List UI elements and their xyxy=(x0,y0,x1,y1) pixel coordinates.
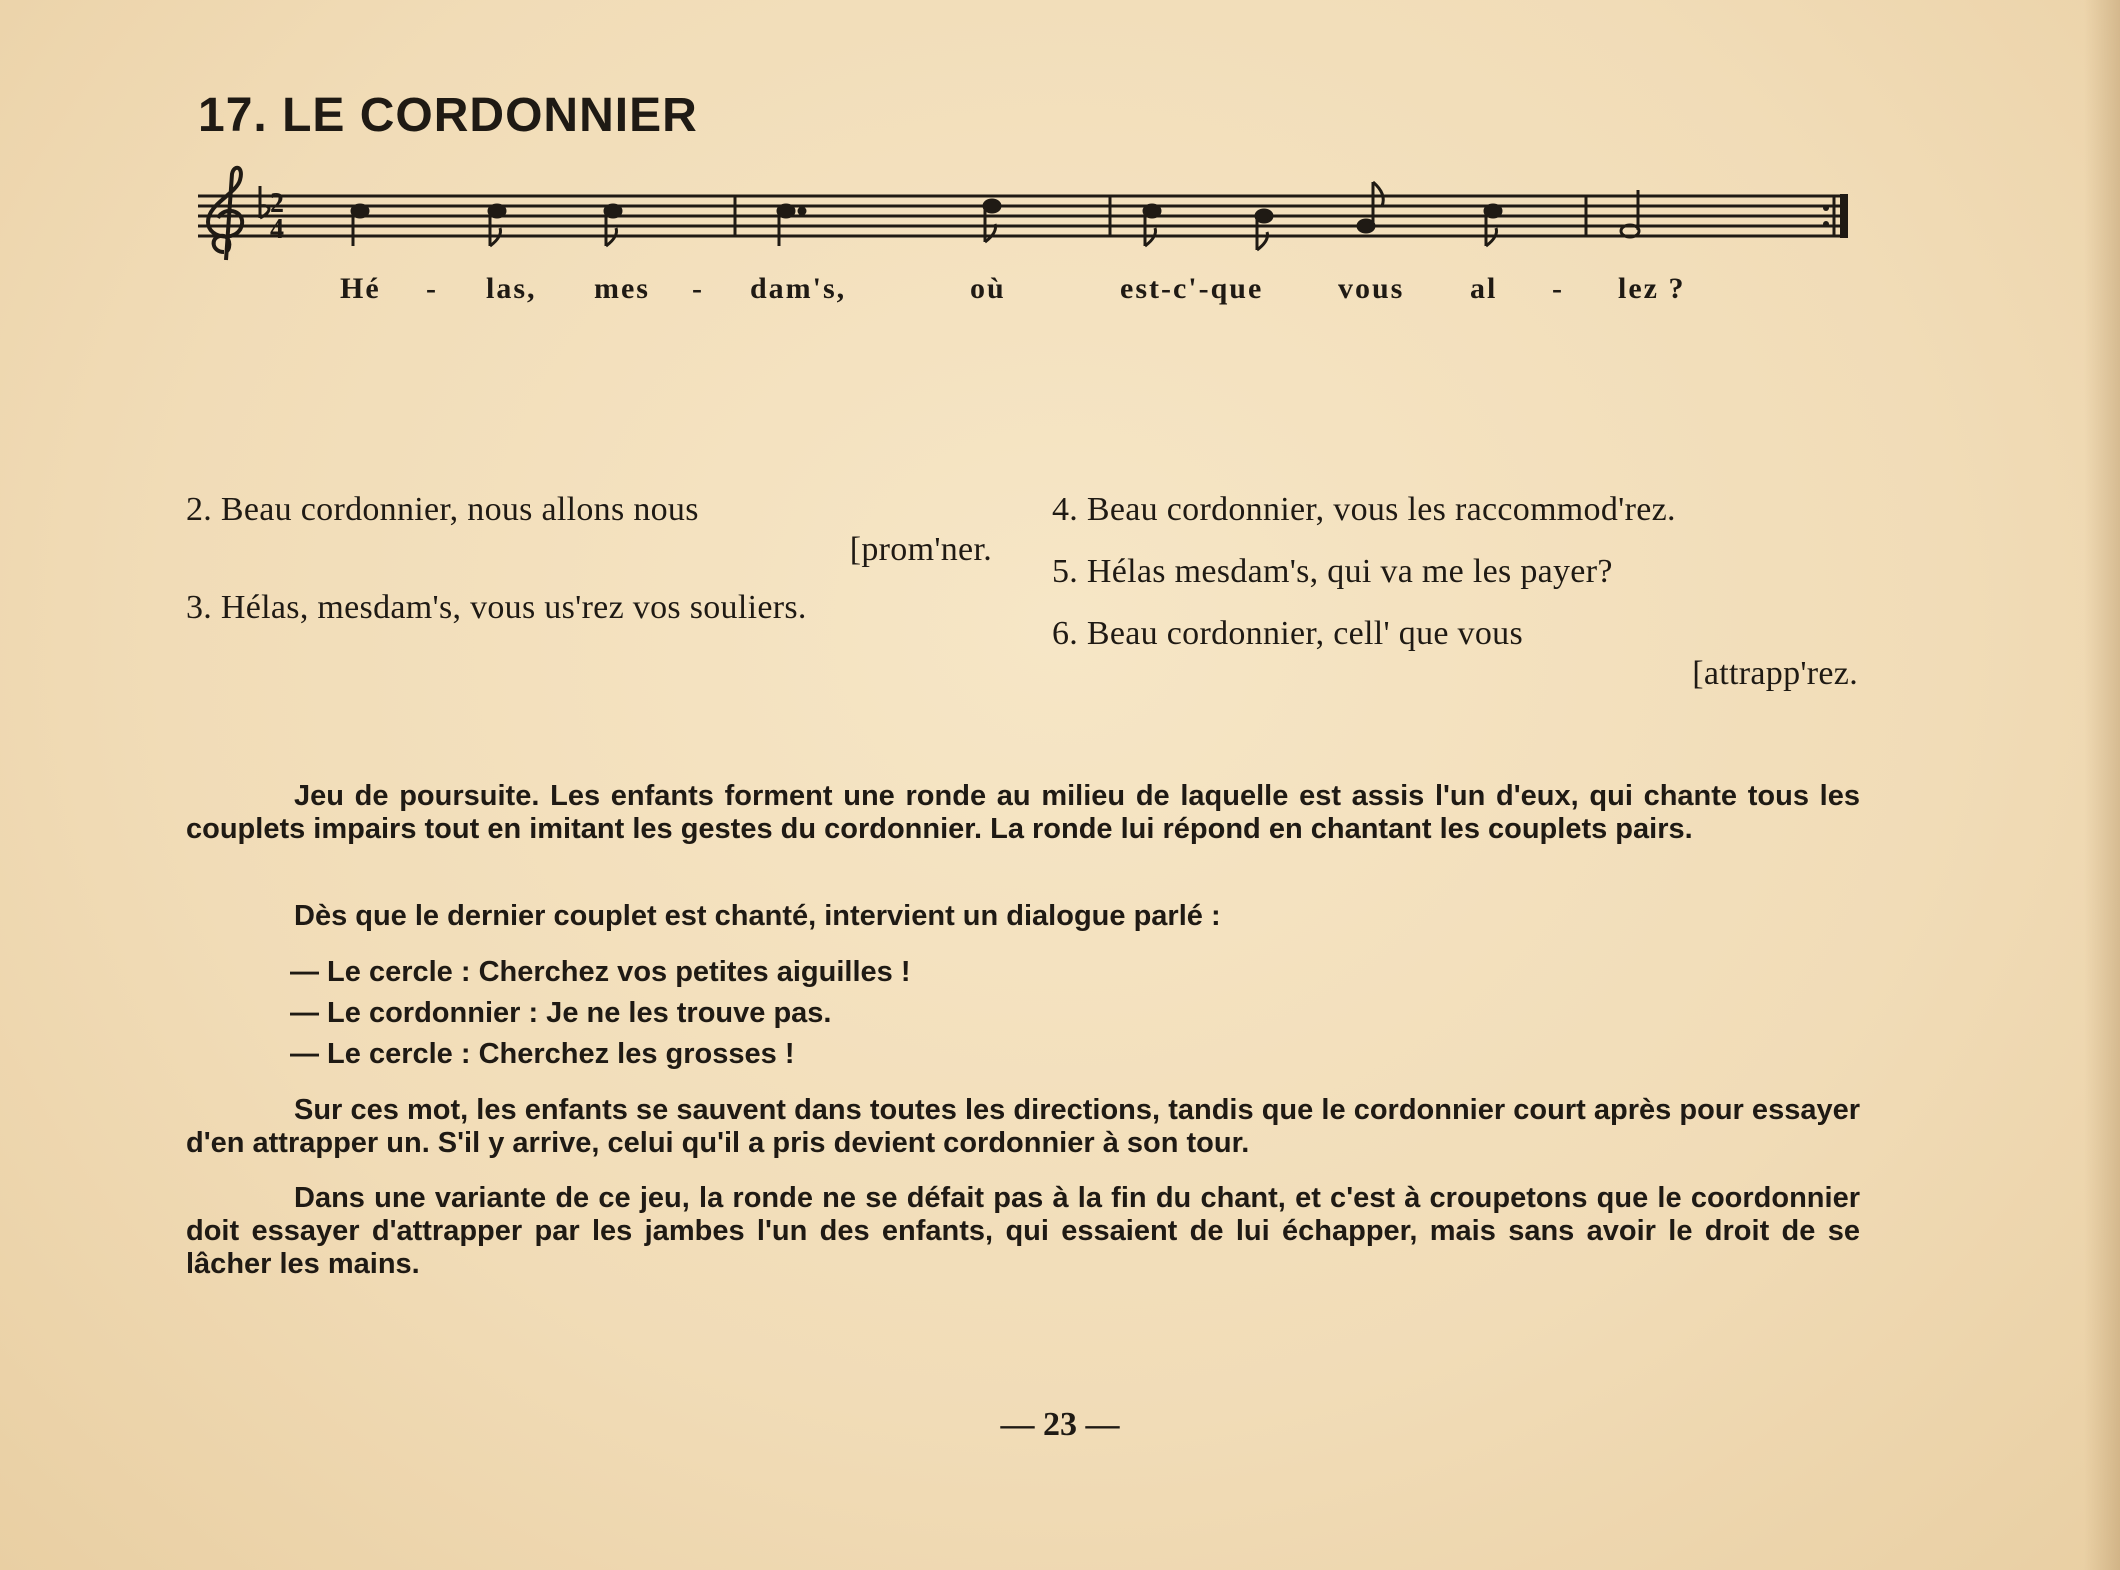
lyric-syllable: lez ? xyxy=(1618,272,1686,305)
lyric-syllable: vous xyxy=(1338,272,1405,305)
lyric-syllable: est-c'-que xyxy=(1120,272,1264,305)
lyric-syllable: dam's, xyxy=(750,272,847,305)
verse-line: 4. Beau cordonnier, vous les raccommod'rez. xyxy=(1052,491,1676,528)
paragraph-dialogue-intro: Dès que le dernier couplet est chanté, intervient un dialogue parlé : xyxy=(294,900,1221,932)
verse-line: 2. Beau cordonnier, nous allons nous xyxy=(186,491,699,528)
page-title: 17. LE CORDONNIER xyxy=(198,89,698,142)
verse-line: 6. Beau cordonnier, cell' que vous xyxy=(1052,615,1523,652)
verse-line: 3. Hélas, mesdam's, vous us'rez vos souliers. xyxy=(186,589,807,626)
time-signature: 2 xyxy=(270,188,284,219)
lyric-syllable: mes xyxy=(594,272,650,305)
lyric-syllable: - xyxy=(426,272,438,305)
lyric-syllable: Hé xyxy=(340,272,381,305)
dialogue-line: — Le cercle : Cherchez vos petites aiguilles ! xyxy=(290,956,911,988)
page-edge-shadow xyxy=(2084,0,2120,1570)
music-staff xyxy=(190,160,1870,270)
lyrics-line xyxy=(0,272,2120,322)
verse-2 xyxy=(186,490,992,570)
lyric-syllable: - xyxy=(692,272,704,305)
page-number: — 23 — xyxy=(1000,1406,1120,1443)
verse-6 xyxy=(1052,614,1858,694)
paragraph-game-description: Jeu de poursuite. Les enfants forment une ronde au milieu de laquelle est assis l'un d'eux, qui chante tous les couplets impairs tout en imitant les gestes du cordonnier. La ronde lui répond en chantant les couplets pairs. xyxy=(186,780,1860,845)
verse-4 xyxy=(1052,490,1858,530)
lyric-syllable: al xyxy=(1470,272,1498,305)
treble-clef-icon xyxy=(208,168,242,260)
dialogue-list xyxy=(290,956,911,1079)
verse-line-continuation: [attrapp'rez. xyxy=(1692,655,1858,692)
lyric-syllable: où xyxy=(970,272,1006,305)
verse-line-continuation: [prom'ner. xyxy=(849,531,992,568)
verse-3 xyxy=(186,588,1006,628)
dialogue-line: — Le cercle : Cherchez les grosses ! xyxy=(290,1038,795,1070)
dialogue-line: — Le cordonnier : Je ne les trouve pas. xyxy=(290,997,832,1029)
svg-text:4: 4 xyxy=(270,214,284,245)
paragraph-variant: Dans une variante de ce jeu, la ronde ne se défait pas à la fin du chant, et c'est à croupetons que le coordonnier doit essayer d'attrapper par les jambes l'un des enfants, qui essaient de lui échapper, mais sans avoir le droit de se lâcher les mains. xyxy=(186,1182,1860,1280)
paragraph-chase: Sur ces mot, les enfants se sauvent dans toutes les directions, tandis que le cordonnier court après pour essayer d'en attrapper un. S'il y arrive, celui qu'il a pris devient cordonnier à son tour. xyxy=(186,1094,1860,1159)
lyric-syllable: las, xyxy=(486,272,537,305)
verse-line: 5. Hélas mesdam's, qui va me les payer? xyxy=(1052,553,1613,590)
flat-icon xyxy=(260,186,269,218)
lyric-syllable: - xyxy=(1552,272,1564,305)
verse-5 xyxy=(1052,552,1858,592)
